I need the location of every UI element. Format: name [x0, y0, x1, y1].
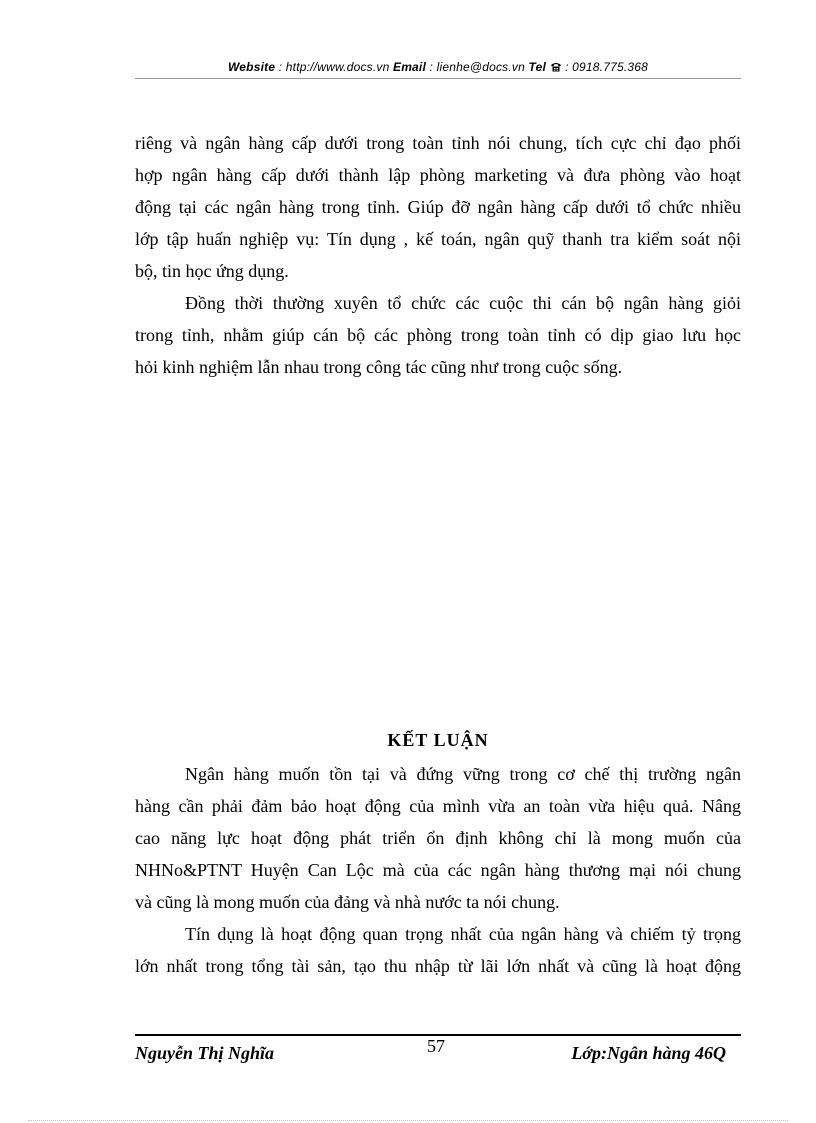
page-header — [135, 60, 741, 74]
paragraph-2 — [135, 287, 741, 383]
website-label: Website — [228, 60, 276, 74]
section-heading: KẾT LUẬN — [387, 730, 489, 750]
text-line: bộ, tin học ứng dụng. — [135, 261, 289, 281]
text-line: hợp ngân hàng cấp dưới thành lập phòng marketing và đưa phòng vào hoạt — [135, 165, 741, 185]
tel-value: : 0918.775.368 — [565, 60, 648, 74]
text-line: hàng cần phải đảm bảo hoạt động của mình vừa an toàn vừa hiệu quả. Nâng — [135, 796, 741, 816]
header-divider — [135, 78, 741, 79]
footer-class: Lớp:Ngân hàng 46Q — [571, 1043, 726, 1063]
text-line: trong tỉnh, nhằm giúp cán bộ các phòng trong toàn tỉnh có dịp giao lưu học — [135, 325, 741, 345]
text-line: riêng và ngân hàng cấp dưới trong toàn tỉnh nói chung, tích cực chỉ đạo phối — [135, 133, 741, 153]
text-line: và cũng là mong muốn của đảng và nhà nước ta nói chung. — [135, 892, 560, 912]
text-line: NHNo&PTNT Huyện Can Lộc mà của các ngân hàng thương mại nói chung — [135, 860, 741, 880]
email-value: : lienhe@docs.vn — [426, 60, 529, 74]
text-line: cao năng lực hoạt động phát triển ổn định không chỉ là mong muốn của — [135, 828, 741, 848]
page-edge-dots — [28, 1120, 788, 1121]
text-line: Ngân hàng muốn tồn tại và đứng vững trong cơ chế thị trường ngân — [185, 764, 741, 784]
email-label: Email — [392, 60, 426, 74]
text-line: Đồng thời thường xuyên tổ chức các cuộc thi cán bộ ngân hàng giỏi — [185, 293, 741, 313]
text-line: động tại các ngân hàng trong tỉnh. Giúp đỡ ngân hàng cấp dưới tổ chức nhiều — [135, 197, 741, 217]
phone-icon — [550, 60, 566, 74]
text-line: lớp tập huấn nghiệp vụ: Tín dụng , kế toán, ngân quỹ thanh tra kiểm soát nội — [135, 229, 741, 249]
paragraph-4 — [135, 918, 741, 982]
tel-label: Tel — [528, 60, 547, 74]
text-line: lớn nhất trong tổng tài sản, tạo thu nhập từ lãi lớn nhất và cũng là hoạt động — [135, 956, 741, 976]
page-number: 57 — [427, 1036, 445, 1056]
footer-author: Nguyễn Thị Nghĩa — [135, 1043, 275, 1063]
text-line: Tín dụng là hoạt động quan trọng nhất của ngân hàng và chiếm tỷ trọng — [185, 924, 741, 944]
website-value: : http://www.docs.vn — [275, 60, 393, 74]
paragraph-3 — [135, 758, 741, 918]
text-line: hỏi kinh nghiệm lẫn nhau trong công tác cũng như trong cuộc sống. — [135, 357, 623, 377]
paragraph-1 — [135, 127, 741, 287]
